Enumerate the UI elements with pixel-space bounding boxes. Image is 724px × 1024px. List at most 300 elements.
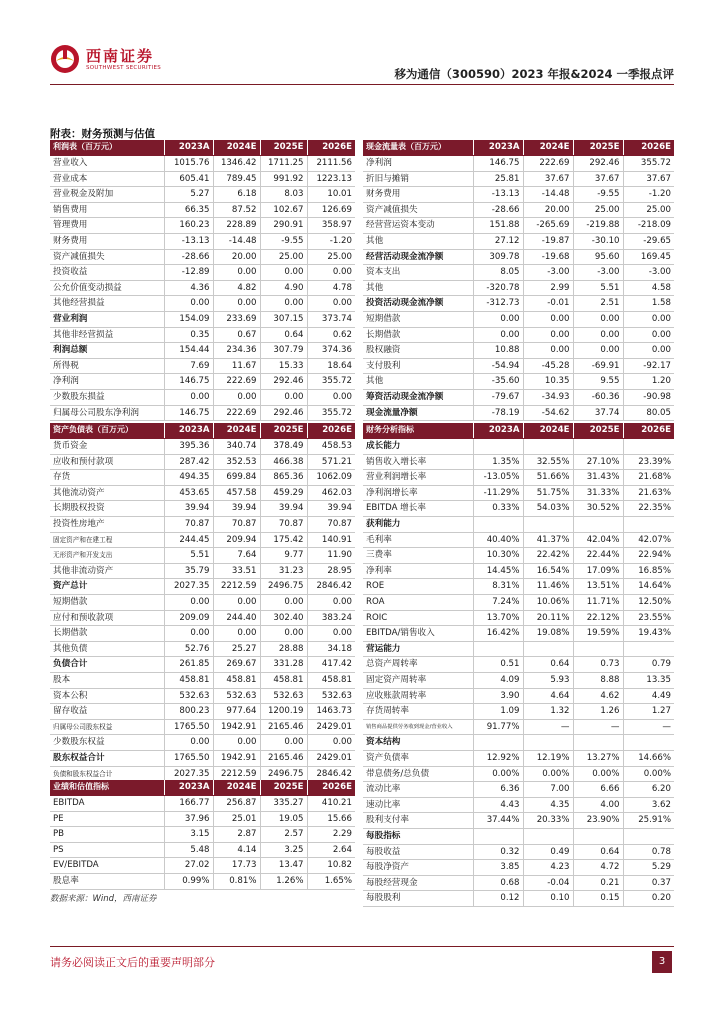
- cell-value: 1942.91: [213, 750, 260, 766]
- cell-value: -60.36: [573, 390, 623, 406]
- cell-value: 3.90: [473, 688, 523, 704]
- cell-value: 0.37: [623, 875, 674, 891]
- row-label: 货币资金: [50, 439, 164, 455]
- table-row: [363, 156, 674, 172]
- cell-value: [473, 735, 523, 751]
- cell-value: 70.87: [260, 517, 307, 533]
- cell-value: 19.08%: [523, 626, 573, 642]
- cell-value: 458.81: [260, 673, 307, 689]
- row-label: 固定资产和在建工程: [50, 532, 164, 548]
- cell-value: 87.52: [213, 202, 260, 218]
- row-label: 股息率: [50, 874, 164, 890]
- cell-value: 2165.46: [260, 719, 307, 735]
- cell-value: 22.12%: [573, 610, 623, 626]
- row-label: 投资活动现金流净额: [363, 296, 473, 312]
- cell-value: 9.55: [573, 374, 623, 390]
- row-label: 净利润: [50, 374, 164, 390]
- year-header: 2025E: [573, 140, 623, 156]
- cell-value: 2027.35: [164, 579, 213, 595]
- cell-value: 8.03: [260, 187, 307, 203]
- cell-value: 1200.19: [260, 704, 307, 720]
- cell-value: -320.78: [473, 280, 523, 296]
- cell-value: 3.15: [164, 827, 213, 843]
- table-title: 利润表（百万元）: [50, 140, 164, 156]
- cell-value: 4.58: [623, 280, 674, 296]
- valuation-metrics-table: [50, 780, 355, 890]
- cell-value: —: [573, 719, 623, 735]
- cell-value: -218.09: [623, 218, 674, 234]
- cell-value: 11.46%: [523, 579, 573, 595]
- cell-value: -45.28: [523, 358, 573, 374]
- row-label: 其他非经营损益: [50, 327, 164, 343]
- row-label: 应收账款周转率: [363, 688, 473, 704]
- cell-value: 222.69: [523, 156, 573, 172]
- table-row: [50, 234, 355, 250]
- row-label: 股本: [50, 673, 164, 689]
- logo-emblem-icon: [50, 44, 80, 74]
- cell-value: -90.98: [623, 390, 674, 406]
- year-header: 2024E: [213, 423, 260, 439]
- cell-value: 80.05: [623, 405, 674, 421]
- cell-value: [623, 641, 674, 657]
- cell-value: 0.81%: [213, 874, 260, 890]
- row-label: 投资收益: [50, 265, 164, 281]
- cell-value: 800.23: [164, 704, 213, 720]
- table-title: 资产负债表（百万元）: [50, 423, 164, 439]
- row-label: 其他: [363, 234, 473, 250]
- year-header: 2026E: [307, 780, 355, 796]
- table-row: [363, 390, 674, 406]
- cell-value: 222.69: [213, 405, 260, 421]
- cell-value: [573, 735, 623, 751]
- cell-value: 0.00: [523, 312, 573, 328]
- cell-value: -34.93: [523, 390, 573, 406]
- table-row: [363, 735, 674, 751]
- cell-value: 39.94: [213, 501, 260, 517]
- cell-value: 0.00: [307, 735, 355, 751]
- row-label: 资本结构: [363, 735, 473, 751]
- cell-value: 1.09: [473, 704, 523, 720]
- table-row: [363, 610, 674, 626]
- cell-value: 22.44%: [573, 548, 623, 564]
- cell-value: 146.75: [164, 374, 213, 390]
- table-row: [363, 704, 674, 720]
- cell-value: 7.24%: [473, 595, 523, 611]
- cell-value: [523, 735, 573, 751]
- cell-value: —: [623, 719, 674, 735]
- row-label: 其他经营损益: [50, 296, 164, 312]
- cell-value: 154.09: [164, 312, 213, 328]
- cell-value: —: [523, 719, 573, 735]
- cell-value: 21.63%: [623, 485, 674, 501]
- cell-value: -13.13: [164, 234, 213, 250]
- cell-value: -9.55: [260, 234, 307, 250]
- cell-value: 4.64: [523, 688, 573, 704]
- cell-value: 35.79: [164, 563, 213, 579]
- row-label: 流动比率: [363, 782, 473, 798]
- cell-value: 11.71%: [573, 595, 623, 611]
- cell-value: 13.35: [623, 673, 674, 689]
- table-row: [363, 405, 674, 421]
- cell-value: 309.78: [473, 249, 523, 265]
- row-label: 短期借款: [50, 595, 164, 611]
- table-row: [50, 579, 355, 595]
- table-row: [50, 688, 355, 704]
- cell-value: 466.38: [260, 454, 307, 470]
- cell-value: 0.00: [213, 735, 260, 751]
- cell-value: [573, 828, 623, 844]
- footer-disclaimer: 请务必阅读正文后的重要声明部分: [50, 956, 215, 969]
- cell-value: 458.53: [307, 439, 355, 455]
- row-label: 净利润增长率: [363, 485, 473, 501]
- cell-value: 16.54%: [523, 563, 573, 579]
- row-label: 固定资产周转率: [363, 673, 473, 689]
- table-row: [363, 234, 674, 250]
- cell-value: -1.20: [307, 234, 355, 250]
- cell-value: 25.27: [213, 641, 260, 657]
- cell-value: 1.65%: [307, 874, 355, 890]
- table-row: [50, 187, 355, 203]
- cell-value: -11.29%: [473, 485, 523, 501]
- cell-value: 355.72: [623, 156, 674, 172]
- cell-value: 0.64: [523, 657, 573, 673]
- row-label: 每股净资产: [363, 860, 473, 876]
- cell-value: 1711.25: [260, 156, 307, 172]
- cell-value: 37.44%: [473, 813, 523, 829]
- cell-value: -79.67: [473, 390, 523, 406]
- table-row: [50, 811, 355, 827]
- row-label: 营业税金及附加: [50, 187, 164, 203]
- cell-value: 383.24: [307, 610, 355, 626]
- cell-value: 352.53: [213, 454, 260, 470]
- header-divider: [50, 84, 674, 85]
- row-label: 经营营运资本变动: [363, 218, 473, 234]
- cell-value: 7.64: [213, 548, 260, 564]
- table-row: [50, 532, 355, 548]
- cell-value: 1346.42: [213, 156, 260, 172]
- cashflow-statement-table: [363, 140, 674, 421]
- cell-value: -19.87: [523, 234, 573, 250]
- table-row: [50, 874, 355, 890]
- cell-value: 17.09%: [573, 563, 623, 579]
- cell-value: 31.23: [260, 563, 307, 579]
- company-logo: [50, 44, 190, 76]
- cell-value: -28.66: [164, 249, 213, 265]
- cell-value: 4.14: [213, 842, 260, 858]
- cell-value: 17.73: [213, 858, 260, 874]
- row-label: 资产减值损失: [50, 249, 164, 265]
- table-row: [363, 296, 674, 312]
- row-label: 留存收益: [50, 704, 164, 720]
- year-header: 2023A: [164, 140, 213, 156]
- table-row: [50, 202, 355, 218]
- cell-value: -28.66: [473, 202, 523, 218]
- cell-value: 395.36: [164, 439, 213, 455]
- cell-value: 10.06%: [523, 595, 573, 611]
- row-label: 股东权益合计: [50, 750, 164, 766]
- cell-value: 0.00: [307, 265, 355, 281]
- cell-value: 41.37%: [523, 532, 573, 548]
- table-row: [363, 218, 674, 234]
- cell-value: 532.63: [307, 688, 355, 704]
- row-label: EBITDA/销售收入: [363, 626, 473, 642]
- table-row: [363, 374, 674, 390]
- cell-value: -19.68: [523, 249, 573, 265]
- cell-value: 154.44: [164, 343, 213, 359]
- cell-value: -13.05%: [473, 470, 523, 486]
- cell-value: 7.69: [164, 358, 213, 374]
- cell-value: 31.33%: [573, 485, 623, 501]
- cell-value: -92.17: [623, 358, 674, 374]
- cell-value: 0.15: [573, 891, 623, 907]
- cell-value: 95.60: [573, 249, 623, 265]
- table-row: [363, 860, 674, 876]
- cell-value: [623, 828, 674, 844]
- cell-value: 0.00: [260, 595, 307, 611]
- table-row: [363, 501, 674, 517]
- table-header-row: [363, 140, 674, 156]
- cell-value: 0.00: [623, 343, 674, 359]
- cell-value: 0.00: [213, 626, 260, 642]
- cell-value: 70.87: [164, 517, 213, 533]
- cell-value: 70.87: [307, 517, 355, 533]
- cell-value: 102.67: [260, 202, 307, 218]
- row-label: 三费率: [363, 548, 473, 564]
- cell-value: 2.87: [213, 827, 260, 843]
- cell-value: 1015.76: [164, 156, 213, 172]
- cell-value: 458.81: [164, 673, 213, 689]
- table-row: [363, 517, 674, 533]
- cell-value: 0.00: [164, 626, 213, 642]
- cell-value: 25.00: [260, 249, 307, 265]
- cell-value: 14.64%: [623, 579, 674, 595]
- row-label: 资产减值损失: [363, 202, 473, 218]
- cell-value: -54.94: [473, 358, 523, 374]
- cell-value: -219.88: [573, 218, 623, 234]
- cell-value: 5.93: [523, 673, 573, 689]
- cell-value: [523, 641, 573, 657]
- cell-value: 146.75: [473, 156, 523, 172]
- cell-value: 27.12: [473, 234, 523, 250]
- cell-value: 5.29: [623, 860, 674, 876]
- row-label: 负债合计: [50, 657, 164, 673]
- row-label: 经营活动现金流净额: [363, 249, 473, 265]
- cell-value: 991.92: [260, 171, 307, 187]
- cell-value: 457.58: [213, 485, 260, 501]
- cell-value: 1.27: [623, 704, 674, 720]
- row-label: 筹资活动现金流净额: [363, 390, 473, 406]
- year-header: 2023A: [164, 423, 213, 439]
- cell-value: 0.00: [260, 265, 307, 281]
- cell-value: 18.64: [307, 358, 355, 374]
- table-row: [50, 405, 355, 421]
- cell-value: 292.46: [260, 374, 307, 390]
- table-row: [363, 750, 674, 766]
- cell-value: 269.67: [213, 657, 260, 673]
- cell-value: 2496.75: [260, 579, 307, 595]
- cell-value: 23.90%: [573, 813, 623, 829]
- cell-value: [573, 439, 623, 455]
- table-row: [50, 439, 355, 455]
- cell-value: 571.21: [307, 454, 355, 470]
- table-row: [363, 875, 674, 891]
- cell-value: 244.40: [213, 610, 260, 626]
- cell-value: 42.07%: [623, 532, 674, 548]
- cell-value: 23.39%: [623, 454, 674, 470]
- cell-value: 37.67: [623, 171, 674, 187]
- row-label: 利润总额: [50, 343, 164, 359]
- cell-value: 25.00: [623, 202, 674, 218]
- cell-value: [573, 517, 623, 533]
- row-label: 股权融资: [363, 343, 473, 359]
- cell-value: 358.97: [307, 218, 355, 234]
- table-row: [50, 563, 355, 579]
- table-row: [363, 249, 674, 265]
- cell-value: 19.43%: [623, 626, 674, 642]
- cell-value: 10.01: [307, 187, 355, 203]
- cell-value: -78.19: [473, 405, 523, 421]
- cell-value: 91.77%: [473, 719, 523, 735]
- cell-value: 302.40: [260, 610, 307, 626]
- cell-value: 0.20: [623, 891, 674, 907]
- row-label: 每股指标: [363, 828, 473, 844]
- cell-value: 234.36: [213, 343, 260, 359]
- logo-name: 西南证券: [86, 47, 155, 65]
- row-label: 无形资产和开发支出: [50, 548, 164, 564]
- row-label: 存货周转率: [363, 704, 473, 720]
- cell-value: 0.00: [307, 390, 355, 406]
- row-label: EV/EBITDA: [50, 858, 164, 874]
- cell-value: 1.20: [623, 374, 674, 390]
- table-row: [363, 470, 674, 486]
- cell-value: 2212.59: [213, 579, 260, 595]
- cell-value: 340.74: [213, 439, 260, 455]
- cell-value: 32.55%: [523, 454, 573, 470]
- cell-value: 27.02: [164, 858, 213, 874]
- table-row: [363, 202, 674, 218]
- cell-value: 146.75: [164, 405, 213, 421]
- cell-value: 287.42: [164, 454, 213, 470]
- cell-value: 0.32: [473, 844, 523, 860]
- cell-value: 0.00: [260, 296, 307, 312]
- cell-value: 4.09: [473, 673, 523, 689]
- cell-value: 244.45: [164, 532, 213, 548]
- cell-value: 2.51: [573, 296, 623, 312]
- cell-value: 23.55%: [623, 610, 674, 626]
- cell-value: 0.00: [623, 327, 674, 343]
- cell-value: 0.00: [307, 296, 355, 312]
- cell-value: 233.69: [213, 312, 260, 328]
- cell-value: 2111.56: [307, 156, 355, 172]
- table-row: [363, 719, 674, 735]
- row-label: PS: [50, 842, 164, 858]
- row-label: 资产总计: [50, 579, 164, 595]
- row-label: 营业利润: [50, 312, 164, 328]
- cell-value: [473, 517, 523, 533]
- cell-value: 0.00%: [473, 766, 523, 782]
- cell-value: 1.26: [573, 704, 623, 720]
- cell-value: 459.29: [260, 485, 307, 501]
- cell-value: 14.45%: [473, 563, 523, 579]
- cell-value: 5.48: [164, 842, 213, 858]
- table-row: [50, 280, 355, 296]
- cell-value: 1062.09: [307, 470, 355, 486]
- cell-value: 6.18: [213, 187, 260, 203]
- cell-value: 5.51: [573, 280, 623, 296]
- cell-value: 0.49: [523, 844, 573, 860]
- table-row: [363, 844, 674, 860]
- table-row: [50, 858, 355, 874]
- table-row: [363, 828, 674, 844]
- cell-value: 0.00: [164, 390, 213, 406]
- cell-value: [523, 439, 573, 455]
- cell-value: -9.55: [573, 187, 623, 203]
- row-label: 每股收益: [363, 844, 473, 860]
- cell-value: 0.73: [573, 657, 623, 673]
- cell-value: 458.81: [213, 673, 260, 689]
- row-label: 少数股东权益: [50, 735, 164, 751]
- cell-value: [473, 828, 523, 844]
- row-label: 其他负债: [50, 641, 164, 657]
- cell-value: 0.00: [213, 595, 260, 611]
- cell-value: [573, 641, 623, 657]
- cell-value: 0.64: [260, 327, 307, 343]
- cell-value: 25.81: [473, 171, 523, 187]
- cell-value: 28.88: [260, 641, 307, 657]
- cell-value: 25.00: [307, 249, 355, 265]
- cell-value: 51.66%: [523, 470, 573, 486]
- table-row: [363, 641, 674, 657]
- cell-value: 2212.59: [213, 766, 260, 782]
- cell-value: 2.57: [260, 827, 307, 843]
- table-row: [50, 327, 355, 343]
- cell-value: 355.72: [307, 374, 355, 390]
- cell-value: 16.85%: [623, 563, 674, 579]
- row-label: 短期借款: [363, 312, 473, 328]
- cell-value: 160.23: [164, 218, 213, 234]
- cell-value: 4.62: [573, 688, 623, 704]
- cell-value: 335.27: [260, 796, 307, 812]
- cell-value: [623, 517, 674, 533]
- cell-value: -1.20: [623, 187, 674, 203]
- cell-value: 292.46: [573, 156, 623, 172]
- row-label: 营业成本: [50, 171, 164, 187]
- year-header: 2025E: [260, 780, 307, 796]
- row-label: 长期借款: [363, 327, 473, 343]
- cell-value: -3.00: [523, 265, 573, 281]
- cell-value: 37.74: [573, 405, 623, 421]
- cell-value: 261.85: [164, 657, 213, 673]
- row-label: 长期股权投资: [50, 501, 164, 517]
- cell-value: 2846.42: [307, 579, 355, 595]
- cell-value: 40.40%: [473, 532, 523, 548]
- year-header: 2026E: [307, 423, 355, 439]
- table-row: [50, 750, 355, 766]
- cell-value: -3.00: [573, 265, 623, 281]
- row-label: 速动比率: [363, 797, 473, 813]
- cell-value: 4.72: [573, 860, 623, 876]
- row-label: 管理费用: [50, 218, 164, 234]
- row-label: 存货: [50, 470, 164, 486]
- cell-value: 5.27: [164, 187, 213, 203]
- row-label: 营运能力: [363, 641, 473, 657]
- cell-value: 4.49: [623, 688, 674, 704]
- table-row: [50, 595, 355, 611]
- table-row: [50, 312, 355, 328]
- cell-value: -13.13: [473, 187, 523, 203]
- table-row: [50, 374, 355, 390]
- cell-value: 0.00: [260, 390, 307, 406]
